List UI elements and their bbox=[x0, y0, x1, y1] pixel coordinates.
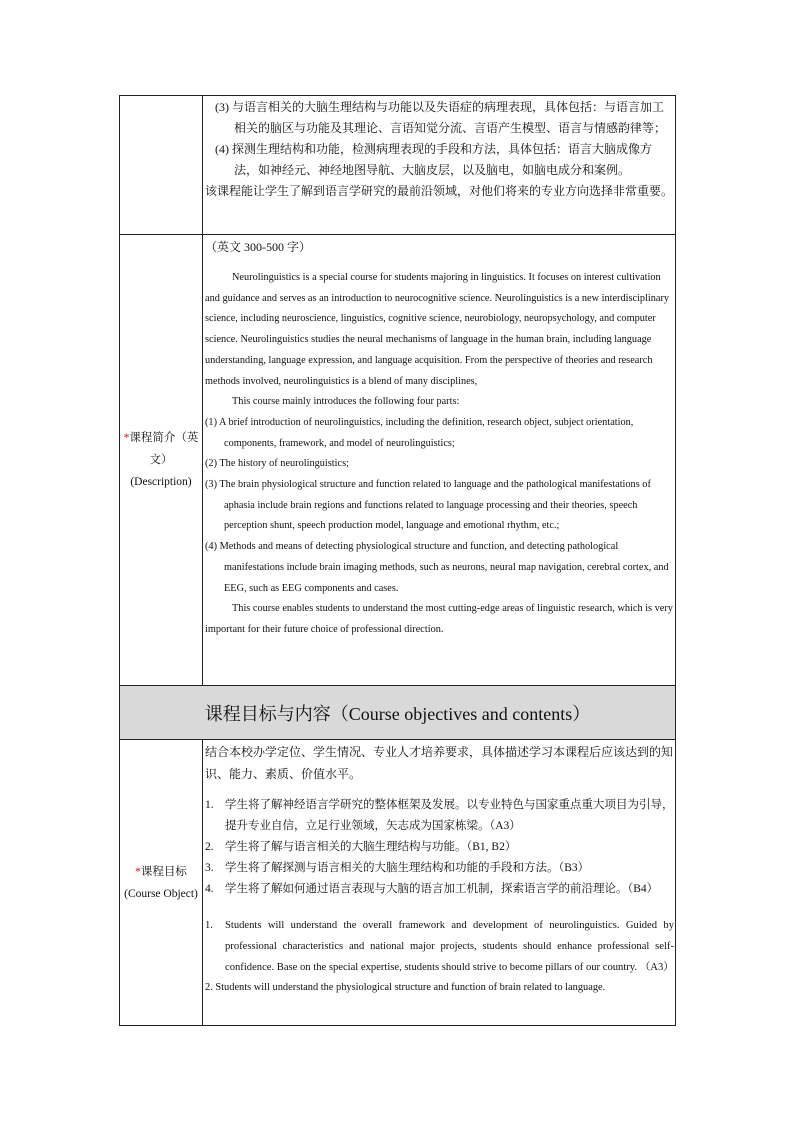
item-text: Students will understand the overall framework and development of neurolinguistics. Guided by professional characteristics and national major projects, students should enhance professional self-confidence. Base on the special expertise, students should strive to become pillars of our country. （A3） bbox=[225, 920, 674, 973]
list-item bbox=[205, 795, 674, 837]
item-number: 2. bbox=[205, 841, 214, 853]
paragraph: This course mainly introduces the following four parts: bbox=[232, 396, 460, 408]
length-note: （英文 300-500 字） bbox=[205, 240, 311, 254]
item-number: 1. bbox=[205, 799, 214, 811]
list-item bbox=[205, 916, 674, 978]
paragraph: This course enables students to understand the most cutting-edge areas of linguistic research, which is very important for their future choice of professional direction. bbox=[205, 603, 673, 635]
en-objectives-list bbox=[205, 916, 674, 999]
table-row bbox=[120, 740, 676, 1026]
label-zh: 课程简介（英文） bbox=[129, 432, 199, 466]
list-item: 2. Students will understand the physiological structure and function of brain related to language. bbox=[205, 982, 606, 994]
list-item: (4) Methods and means of detecting physiological structure and function, and detecting pathological manifestations include brain imaging methods, such as neurons, neural map navigation, cerebral cortex, and EEG, such as EEG components and cases. bbox=[205, 541, 669, 594]
paragraph: Neurolinguistics is a special course for students majoring in linguistics. It focuses on interest cultivation and guidance and serves as an introduction to neurocognitive science. Neurolinguistics is a new interdisciplinary science, including neuroscience, linguistics, cognitive science, neurobiology, neuropsychology, and computer science. Neurolinguistics studies the neural mechanisms of language in the human brain, including language understanding, language expression, and language acquisition. From the perspective of theories and research methods involved, neurolinguistics is a blend of many disciplines, bbox=[205, 272, 670, 387]
list-item bbox=[205, 837, 674, 858]
required-star: * bbox=[123, 432, 130, 444]
description-label bbox=[120, 235, 203, 685]
item-number: 3. bbox=[205, 862, 214, 874]
intro-text: 结合本校办学定位、学生情况、专业人才培养要求，具体描述学习本课程后应该达到的知识、能力、素质、价值水平。 bbox=[205, 745, 674, 781]
list-item: (3) 与语言相关的大脑生理结构与功能以及失语症的病理表现，具体包括：与语言加工相关的脑区与功能及其理论、言语知觉分流、言语产生模型、语言与情感韵律等； bbox=[215, 100, 667, 135]
list-item bbox=[205, 858, 674, 879]
description-content bbox=[203, 235, 676, 685]
summary-text: 该课程能让学生了解到语言学研究的最前沿领域，对他们将来的专业方向选择非常重要。 bbox=[205, 184, 674, 198]
item-text: 学生将了解如何通过语言表现与大脑的语言加工机制，探索语言学的前沿理论。（B4） bbox=[225, 883, 659, 895]
label-zh: 课程目标 bbox=[140, 865, 187, 878]
required-star: * bbox=[135, 865, 141, 878]
label-en: (Description) bbox=[130, 476, 192, 488]
table-row bbox=[120, 96, 676, 235]
objectives-label bbox=[120, 740, 203, 1025]
item-number: 4. bbox=[205, 883, 214, 895]
content-cell bbox=[203, 96, 676, 234]
row-label-empty bbox=[120, 96, 203, 234]
item-text: 学生将了解探测与语言相关的大脑生理结构和功能的手段和方法。（B3） bbox=[225, 862, 590, 874]
list-item: (2) The history of neurolinguistics; bbox=[205, 458, 349, 470]
list-item: (4) 探测生理结构和功能，检测病理表现的手段和方法，具体包括：语言大脑成像方法，如神经元、神经地图导航、大脑皮层，以及脑电，如脑电成分和案例。 bbox=[215, 142, 652, 177]
section-header: 课程目标与内容（Course objectives and contents） bbox=[120, 686, 676, 739]
list-item bbox=[205, 879, 674, 900]
table-row bbox=[120, 686, 676, 740]
objectives-content bbox=[203, 740, 676, 1025]
item-text: 学生将了解神经语言学研究的整体框架及发展。以专业特色与国家重点重大项目为引导，提升专业自信，立足行业领域，矢志成为国家栋梁。（A3） bbox=[225, 799, 674, 832]
course-table bbox=[119, 95, 676, 1026]
item-text: 学生将了解与语言相关的大脑生理结构与功能。（B1, B2） bbox=[225, 841, 517, 853]
table-row bbox=[120, 235, 676, 686]
list-item: (1) A brief introduction of neurolinguistics, including the definition, research object, subject orientation, components, framework, and model of neurolinguistics; bbox=[205, 416, 634, 449]
list-item: (3) The brain physiological structure and function related to language and the pathological manifestations of aphasia include brain regions and functions related to language processing and their theories, speech perception shunt, speech production model, language and emotional rhythm, etc.; bbox=[205, 479, 651, 532]
label-en: (Course Object) bbox=[124, 887, 198, 900]
zh-objectives-list bbox=[205, 795, 674, 900]
item-number: 1. bbox=[205, 920, 213, 931]
